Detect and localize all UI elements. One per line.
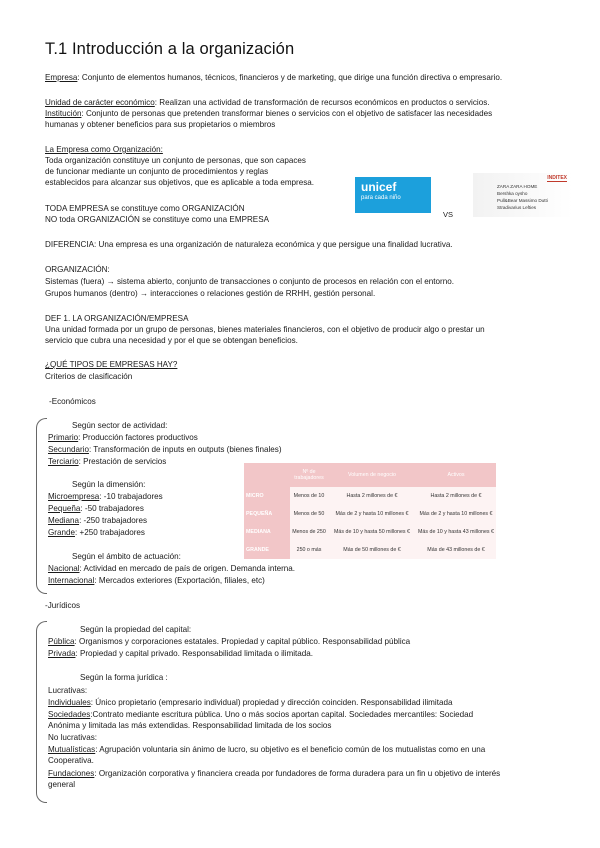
primario-text: : Producción factores productivos: [78, 433, 198, 442]
table-cell: Hasta 2 millones de €: [328, 487, 416, 505]
mutualisticas-term: Mutualísticas: [48, 745, 96, 754]
economicos-brace: [36, 418, 47, 594]
grande-text: : +250 trabajadores: [75, 528, 145, 537]
ambito-nacional: [48, 564, 295, 575]
table-cell: Más de 43 millones de €: [416, 541, 496, 559]
prop-publica: [48, 637, 410, 648]
inditex-logo: [473, 173, 573, 217]
unidad-text: : Realizan una actividad de transformación de recursos económicos en productos o servicios.: [154, 98, 490, 107]
micro-text: : -10 trabajadores: [99, 492, 163, 501]
table-header-row: [244, 463, 496, 487]
empresa-term: Empresa: [45, 73, 78, 82]
empresa-org-line-3: establecidos para alcanzar sus objetivos, que es aplicable a toda empresa.: [45, 178, 315, 187]
organizacion-line-2: Grupos humanos (dentro) → interacciones o relaciones gestión de RRHH, gestión personal.: [45, 289, 376, 298]
inditex-brands-2: Bershka oysho: [497, 191, 528, 196]
terciario-term: Terciario: [48, 457, 79, 466]
table-cell: Más de 50 millones de €: [328, 541, 416, 559]
table-row: [244, 487, 496, 505]
table-row: [244, 541, 496, 559]
publica-term: Pública: [48, 637, 75, 646]
prop-privada: [48, 649, 313, 660]
sector-heading: Según sector de actividad:: [72, 421, 168, 430]
privada-text: : Propiedad y capital privado. Responsabilidad limitada o ilimitada.: [75, 649, 314, 658]
mediana-term: Mediana: [48, 516, 80, 525]
table-row-label: PEQUEÑA: [244, 505, 290, 523]
table-row-label: MICRO: [244, 487, 290, 505]
table-cell: Menos de 250: [290, 523, 328, 541]
toda-line-1: TODA EMPRESA se constituye como ORGANIZACIÓN: [45, 204, 245, 213]
no-lucrativas-label: No lucrativas:: [48, 733, 98, 742]
unicef-logo-tagline: para cada niño: [361, 195, 401, 201]
ambito-heading: Según el ámbito de actuación:: [72, 552, 181, 561]
fundaciones-line-2: general: [48, 780, 76, 789]
table-cell: Menos de 10: [290, 487, 328, 505]
table-cell: Más de 10 y hasta 50 millones €: [328, 523, 416, 541]
primario-term: Primario: [48, 433, 79, 442]
def1-line-1: Una unidad formada por un grupo de personas, bienes materiales financieros, con el objetivo de producir algo o prestar un: [45, 325, 485, 334]
dimension-heading: Según la dimensión:: [72, 480, 146, 489]
table-cell: Más de 10 y hasta 43 millones €: [416, 523, 496, 541]
sector-primario: [48, 433, 198, 444]
economicos-label: -Económicos: [49, 397, 96, 406]
empresa-org-heading: La Empresa como Organización:: [45, 145, 163, 154]
toda-line-2: NO toda ORGANIZACIÓN se constituye como una EMPRESA: [45, 215, 270, 224]
empresa-org-line-1: Toda organización constituye un conjunto de personas, que son capaces: [45, 156, 306, 165]
empresa-definition: [45, 73, 502, 84]
page-title: T.1 Introducción a la organización: [45, 40, 295, 58]
ambito-internacional: [48, 576, 265, 587]
mediana-text: : -250 trabajadores: [79, 516, 148, 525]
fundaciones-line-1: [48, 769, 500, 780]
table-cell: 250 o más: [290, 541, 328, 559]
tipos-heading: ¿QUÉ TIPOS DE EMPRESAS HAY?: [45, 360, 178, 369]
sector-terciario: [48, 457, 166, 468]
sociedades-text-1: :Contrato mediante escritura pública. Uno o más socios aportan capital. Sociedades mercantiles: Sociedad: [90, 710, 474, 719]
dim-micro: [48, 492, 163, 503]
inditex-logo-head: INDITEX: [547, 175, 567, 181]
empresa-text: : Conjunto de elementos humanos, técnicos, financieros y de marketing, que dirige una función directiva o empresario.: [77, 73, 503, 82]
dim-pequena: [48, 504, 144, 515]
mutualisticas-text-1: : Agrupación voluntaria sin ánimo de lucro, su objetivo es el beneficio común de los mutualistas como en una: [95, 745, 486, 754]
mutualisticas-line-1: [48, 745, 485, 756]
def1-heading: DEF 1. LA ORGANIZACIÓN/EMPRESA: [45, 314, 189, 323]
tipos-subheading: Criterios de clasificación: [45, 372, 133, 381]
unicef-logo: [355, 177, 431, 213]
inditex-brands-1: ZARA ZARA HOME: [497, 184, 538, 189]
grande-term: Grande: [48, 528, 75, 537]
institucion-definition: [45, 109, 492, 120]
sociedades-line-1: [48, 710, 473, 721]
inditex-brands-3: Pull&Bear Massimo Dutti: [497, 198, 548, 203]
empresa-org-line-2: de funcionar mediante un conjunto de procedimientos y reglas: [45, 167, 269, 176]
unidad-term: Unidad de carácter económico: [45, 98, 155, 107]
organizacion-heading: ORGANIZACIÓN:: [45, 265, 110, 274]
table-cell: Más de 2 y hasta 10 millones €: [416, 505, 496, 523]
propiedad-heading: Según la propiedad del capital:: [80, 625, 192, 634]
internacional-text: : Mercados exteriores (Exportación, filiales, etc): [94, 576, 265, 585]
table-header-cell: Activos: [416, 463, 496, 487]
fundaciones-text-1: : Organización corporativa y financiera creada por fundadores de forma duradera para un fin u objetivo de interés: [94, 769, 501, 778]
table-row: [244, 505, 496, 523]
terciario-text: : Prestación de servicios: [78, 457, 167, 466]
privada-term: Privada: [48, 649, 76, 658]
individuales-term: Individuales: [48, 698, 91, 707]
lucrativas-label: Lucrativas:: [48, 686, 88, 695]
company-size-table: [244, 463, 496, 559]
micro-term: Microempresa: [48, 492, 100, 501]
forma-heading: Según la forma jurídica :: [80, 673, 168, 682]
table-cell: Hasta 2 millones de €: [416, 487, 496, 505]
mutualisticas-line-2: Cooperativa.: [48, 756, 94, 765]
juridicos-brace: [36, 621, 47, 803]
inditex-brands-4: Stradivarius Lefties: [497, 205, 537, 210]
secundario-term: Secundario: [48, 445, 89, 454]
individuales-text: : Único propietario (empresario individual) propiedad y dirección coinciden. Responsabilidad ilimitada: [90, 698, 453, 707]
diferencia-text: DIFERENCIA: Una empresa es una organización de naturaleza económica y que persigue una finalidad lucrativa.: [45, 240, 453, 249]
publica-text: : Organismos y corporaciones estatales. Propiedad y capital público. Responsabilidad pública: [74, 637, 411, 646]
vs-label: VS: [443, 210, 454, 219]
unidad-definition: [45, 98, 490, 109]
juridicos-label: -Jurídicos: [45, 601, 81, 610]
def1-line-2: servicio que cubra una necesidad y por el que se obtengan beneficios.: [45, 336, 298, 345]
fundaciones-term: Fundaciones: [48, 769, 95, 778]
organizacion-line-1: Sistemas (fuera) → sistema abierto, conjunto de transacciones o conjunto de procesos en relación con el entorno.: [45, 277, 454, 286]
sociedades-line-2: Anónima y limitada las más extendidas. Responsabilidad limitada de los socios: [48, 721, 332, 730]
table-header-cell: [244, 463, 290, 487]
institucion-text-2: humanas y obtener beneficios para sus propietarios o miembros: [45, 120, 276, 129]
individuales-line: [48, 698, 452, 709]
sector-secundario: [48, 445, 282, 456]
sociedades-term: Sociedades: [48, 710, 91, 719]
table-cell: Más de 2 y hasta 10 millones €: [328, 505, 416, 523]
nacional-text: : Actividad en mercado de país de origen. Demanda interna.: [79, 564, 296, 573]
table-header-cell: Nº de trabajadores: [290, 463, 328, 487]
table-header-cell: Volumen de negocio: [328, 463, 416, 487]
pequena-term: Pequeña: [48, 504, 81, 513]
table-row-label: GRANDE: [244, 541, 290, 559]
table-row-label: MEDIANA: [244, 523, 290, 541]
dim-grande: [48, 528, 145, 539]
institucion-term: Institución: [45, 109, 82, 118]
table-row: [244, 523, 496, 541]
secundario-text: : Transformación de inputs en outputs (bienes finales): [88, 445, 282, 454]
table-cell: Menos de 50: [290, 505, 328, 523]
internacional-term: Internacional: [48, 576, 95, 585]
institucion-text-1: : Conjunto de personas que pretenden transformar bienes o servicios con el objetivo de satisfacer las necesidades: [81, 109, 493, 118]
unicef-logo-name: unicef: [361, 180, 397, 194]
pequena-text: : -50 trabajadores: [80, 504, 144, 513]
nacional-term: Nacional: [48, 564, 80, 573]
dim-mediana: [48, 516, 147, 527]
